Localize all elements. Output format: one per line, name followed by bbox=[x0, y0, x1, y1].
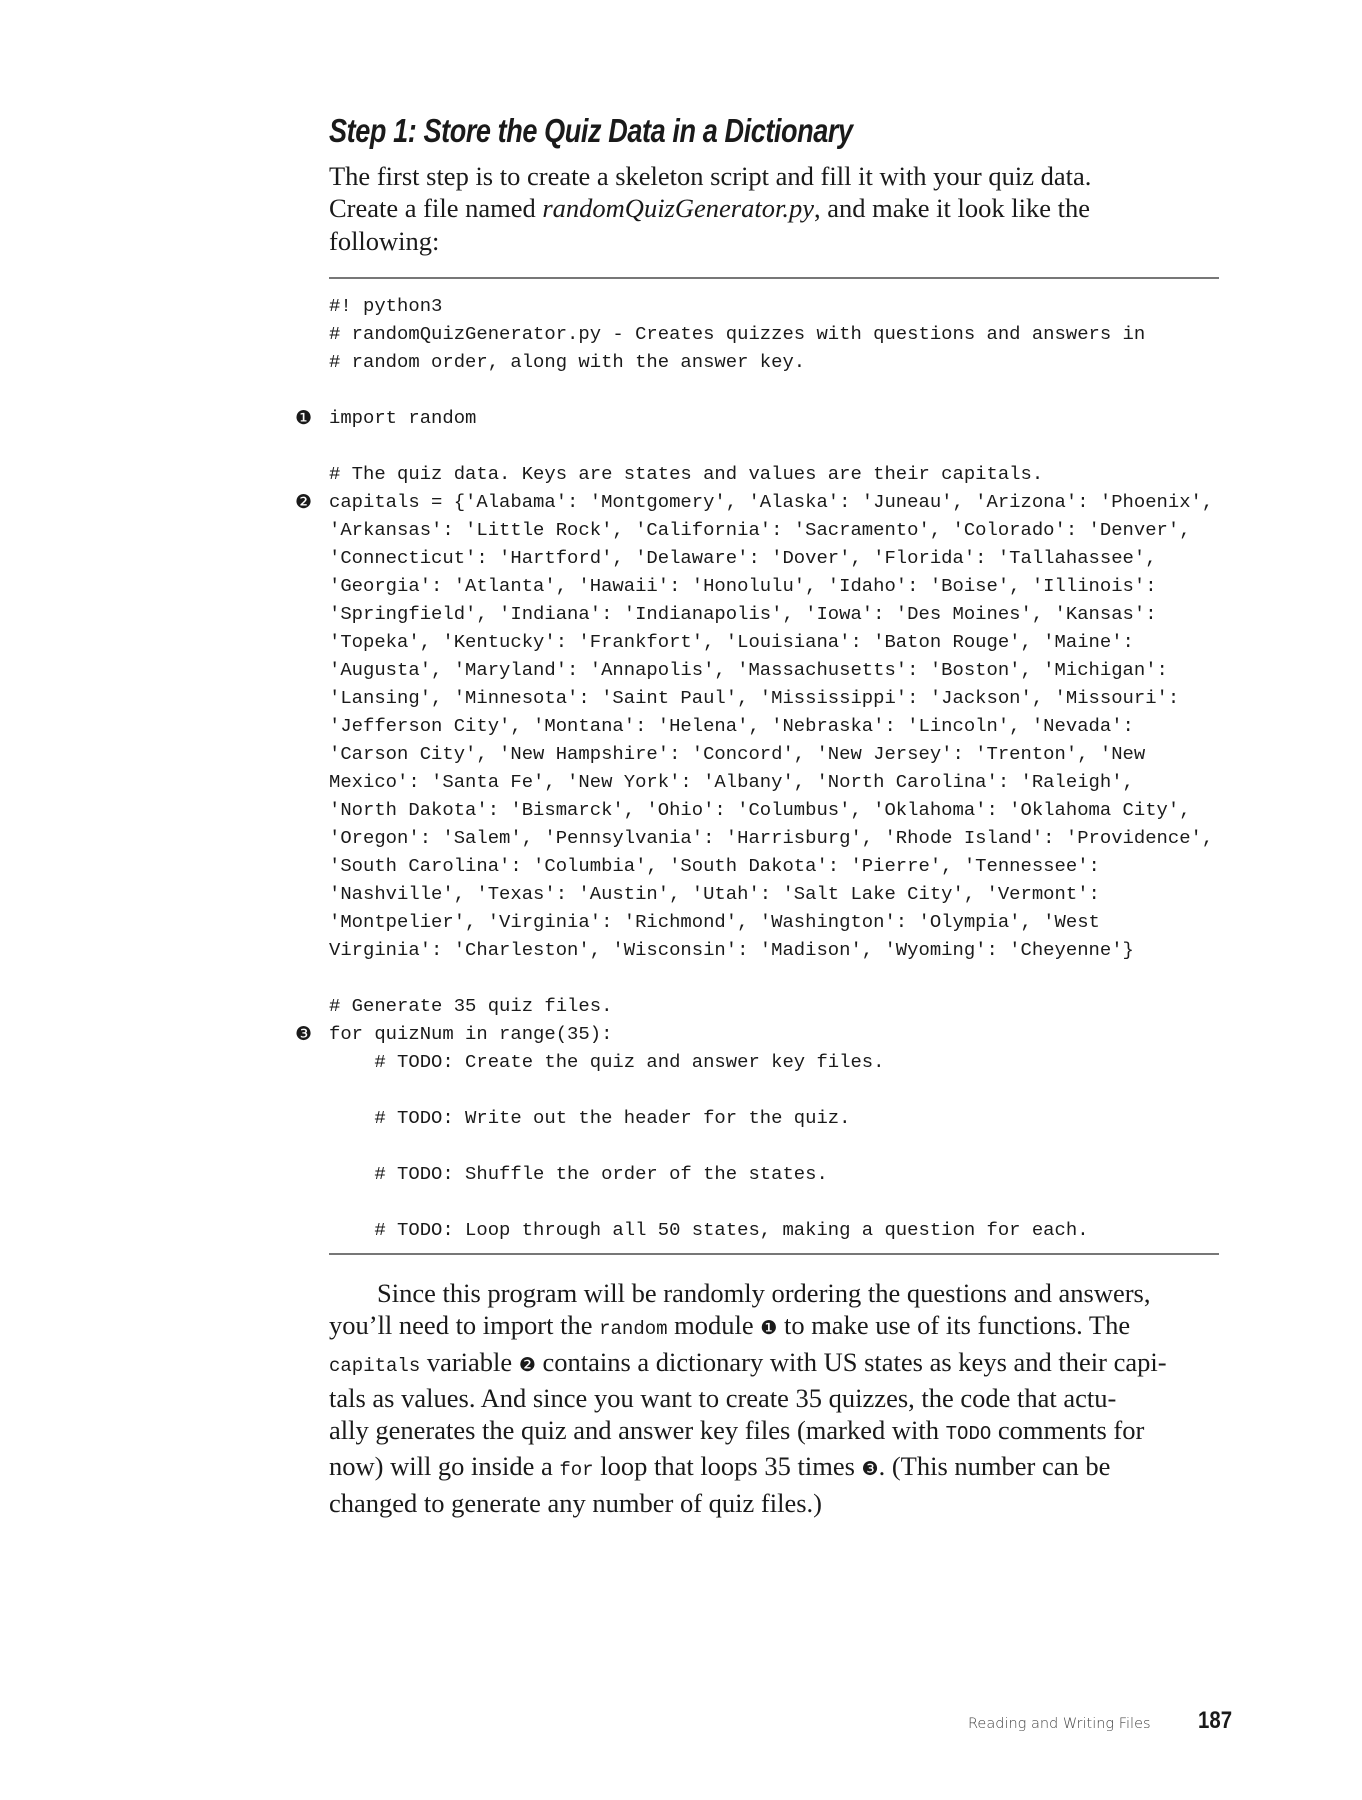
code-line bbox=[329, 656, 1213, 684]
code-text: 'Montpelier', 'Virginia': 'Richmond', 'Washington': 'Olympia', 'West bbox=[329, 911, 1100, 933]
code-text: 'Augusta', 'Maryland': 'Annapolis', 'Massachusetts': 'Boston', 'Michigan': bbox=[329, 659, 1168, 681]
code-text: # random order, along with the answer key. bbox=[329, 351, 806, 373]
code-text: 'South Carolina': 'Columbia', 'South Dakota': 'Pierre', 'Tennessee': bbox=[329, 855, 1100, 877]
para-line bbox=[329, 1450, 1229, 1486]
code-bottom-rule bbox=[329, 1253, 1219, 1255]
code-text: 'Lansing', 'Minnesota': 'Saint Paul', 'Mississippi': 'Jackson', 'Missouri': bbox=[329, 687, 1180, 709]
para-text: now) will go inside a bbox=[329, 1451, 560, 1482]
para-text: to make use of its functions. The bbox=[777, 1310, 1131, 1341]
code-text: # TODO: Write out the header for the quiz. bbox=[329, 1107, 851, 1129]
code-line bbox=[295, 404, 1213, 432]
code-text: 'Arkansas': 'Little Rock', 'California': 'Sacramento', 'Colorado': 'Denver', bbox=[329, 519, 1191, 541]
code-line bbox=[329, 796, 1213, 824]
code-text: # randomQuizGenerator.py - Creates quizzes with questions and answers in bbox=[329, 323, 1146, 345]
code-line bbox=[329, 1132, 1213, 1160]
code-line bbox=[329, 740, 1213, 768]
code-line bbox=[329, 852, 1213, 880]
para-line bbox=[329, 1346, 1229, 1382]
code-line bbox=[329, 1048, 1213, 1076]
intro-line: following: bbox=[329, 225, 440, 256]
para-text: variable bbox=[420, 1346, 519, 1377]
code-line bbox=[329, 1160, 1213, 1188]
callout-marker: ❶ bbox=[295, 407, 313, 429]
code-text: 'Oregon': 'Salem', 'Pennsylvania': 'Harrisburg', 'Rhode Island': 'Providence', bbox=[329, 827, 1214, 849]
code-line bbox=[295, 488, 1214, 516]
code-line bbox=[329, 992, 1213, 1020]
para-text: loop that loops 35 times bbox=[593, 1451, 862, 1482]
code-line bbox=[329, 292, 1213, 320]
code-line bbox=[329, 516, 1213, 544]
intro-line: The first step is to create a skeleton script and fill it with your quiz data. bbox=[329, 161, 1092, 191]
code-line bbox=[329, 880, 1213, 908]
code-text: #! python3 bbox=[329, 295, 443, 317]
callout-marker-1: ❶ bbox=[760, 1317, 778, 1340]
inline-code: capitals bbox=[329, 1354, 421, 1377]
explanation-paragraph bbox=[329, 1277, 1229, 1519]
code-text: # TODO: Create the quiz and answer key files. bbox=[329, 1051, 885, 1073]
running-footer-chapter: Reading and Writing Files bbox=[968, 1716, 1151, 1732]
callout-marker: ❷ bbox=[295, 491, 313, 513]
para-line bbox=[329, 1309, 1229, 1345]
code-text: # TODO: Shuffle the order of the states. bbox=[329, 1163, 828, 1185]
code-line bbox=[329, 600, 1213, 628]
para-text: module bbox=[667, 1310, 761, 1341]
para-line bbox=[329, 1414, 1229, 1450]
callout-marker-2: ❷ bbox=[518, 1353, 536, 1376]
code-line bbox=[329, 432, 1213, 460]
code-line bbox=[329, 684, 1213, 712]
code-text: # The quiz data. Keys are states and values are their capitals. bbox=[329, 463, 1044, 485]
code-line bbox=[329, 712, 1213, 740]
inline-code: for bbox=[559, 1459, 594, 1482]
intro-text: , and make it look like the bbox=[813, 193, 1090, 224]
intro-text: Create a file named bbox=[329, 193, 543, 224]
inline-code: TODO bbox=[945, 1423, 992, 1446]
para-line: Since this program will be randomly ordering the questions and answers, bbox=[377, 1278, 1151, 1308]
code-line bbox=[329, 936, 1213, 964]
page-number: 187 bbox=[1198, 1707, 1233, 1734]
code-line bbox=[329, 964, 1213, 992]
code-line bbox=[329, 1076, 1213, 1104]
code-line bbox=[329, 1216, 1213, 1244]
code-text: Mexico': 'Santa Fe', 'New York': 'Albany', 'North Carolina': 'Raleigh', bbox=[329, 771, 1134, 793]
code-text: # TODO: Loop through all 50 states, making a question for each. bbox=[329, 1219, 1089, 1241]
para-text: ally generates the quiz and answer key files (marked with bbox=[329, 1415, 946, 1446]
para-text: you’ll need to import the bbox=[329, 1310, 600, 1341]
inline-code: random bbox=[599, 1318, 668, 1341]
code-text: 'Connecticut': 'Hartford', 'Delaware': 'Dover', 'Florida': 'Tallahassee', bbox=[329, 547, 1157, 569]
code-line bbox=[329, 768, 1213, 796]
code-text: 'Carson City', 'New Hampshire': 'Concord', 'New Jersey': 'Trenton', 'New bbox=[329, 743, 1146, 765]
para-text: comments for bbox=[991, 1415, 1145, 1446]
code-line bbox=[329, 628, 1213, 656]
code-line bbox=[295, 1020, 1213, 1048]
code-line bbox=[329, 1188, 1213, 1216]
callout-marker-3: ❸ bbox=[861, 1458, 879, 1481]
code-line bbox=[329, 460, 1213, 488]
code-text: 'North Dakota': 'Bismarck', 'Ohio': 'Columbus', 'Oklahoma': 'Oklahoma City', bbox=[329, 799, 1191, 821]
code-text: 'Nashville', 'Texas': 'Austin', 'Utah': 'Salt Lake City', 'Vermont': bbox=[329, 883, 1100, 905]
code-line bbox=[329, 572, 1213, 600]
code-text: 'Topeka', 'Kentucky': 'Frankfort', 'Louisiana': 'Baton Rouge', 'Maine': bbox=[329, 631, 1134, 653]
code-text: for quizNum in range(35): bbox=[329, 1023, 613, 1045]
code-text: 'Springfield', 'Indiana': 'Indianapolis', 'Iowa': 'Des Moines', 'Kansas': bbox=[329, 603, 1157, 625]
code-line bbox=[329, 544, 1213, 572]
para-line: changed to generate any number of quiz files.) bbox=[329, 1487, 822, 1518]
code-text: # Generate 35 quiz files. bbox=[329, 995, 613, 1017]
code-line bbox=[329, 348, 1213, 376]
code-text: 'Jefferson City', 'Montana': 'Helena', 'Nebraska': 'Lincoln', 'Nevada': bbox=[329, 715, 1134, 737]
callout-marker: ❸ bbox=[295, 1023, 313, 1045]
code-text: import random bbox=[329, 407, 477, 429]
code-text: 'Georgia': 'Atlanta', 'Hawaii': 'Honolulu', 'Idaho': 'Boise', 'Illinois': bbox=[329, 575, 1157, 597]
para-line: tals as values. And since you want to create 35 quizzes, the code that actu- bbox=[329, 1382, 1117, 1413]
para-text: . (This number can be bbox=[878, 1451, 1111, 1482]
code-line bbox=[329, 824, 1213, 852]
code-line bbox=[329, 320, 1213, 348]
section-heading: Step 1: Store the Quiz Data in a Dictionary bbox=[329, 112, 853, 149]
code-text: Virginia': 'Charleston', 'Wisconsin': 'Madison', 'Wyoming': 'Cheyenne'} bbox=[329, 939, 1134, 961]
filename: randomQuizGenerator.py bbox=[542, 193, 814, 224]
code-line bbox=[329, 376, 1213, 404]
code-line bbox=[329, 1104, 1213, 1132]
intro-line bbox=[329, 192, 1229, 224]
code-top-rule bbox=[329, 277, 1219, 279]
code-text: capitals = {'Alabama': 'Montgomery', 'Alaska': 'Juneau', 'Arizona': 'Phoenix', bbox=[329, 491, 1214, 513]
code-listing bbox=[295, 292, 1214, 1244]
intro-paragraph bbox=[329, 160, 1229, 257]
code-line bbox=[329, 908, 1213, 936]
para-text: contains a dictionary with US states as keys and their capi- bbox=[535, 1346, 1167, 1377]
